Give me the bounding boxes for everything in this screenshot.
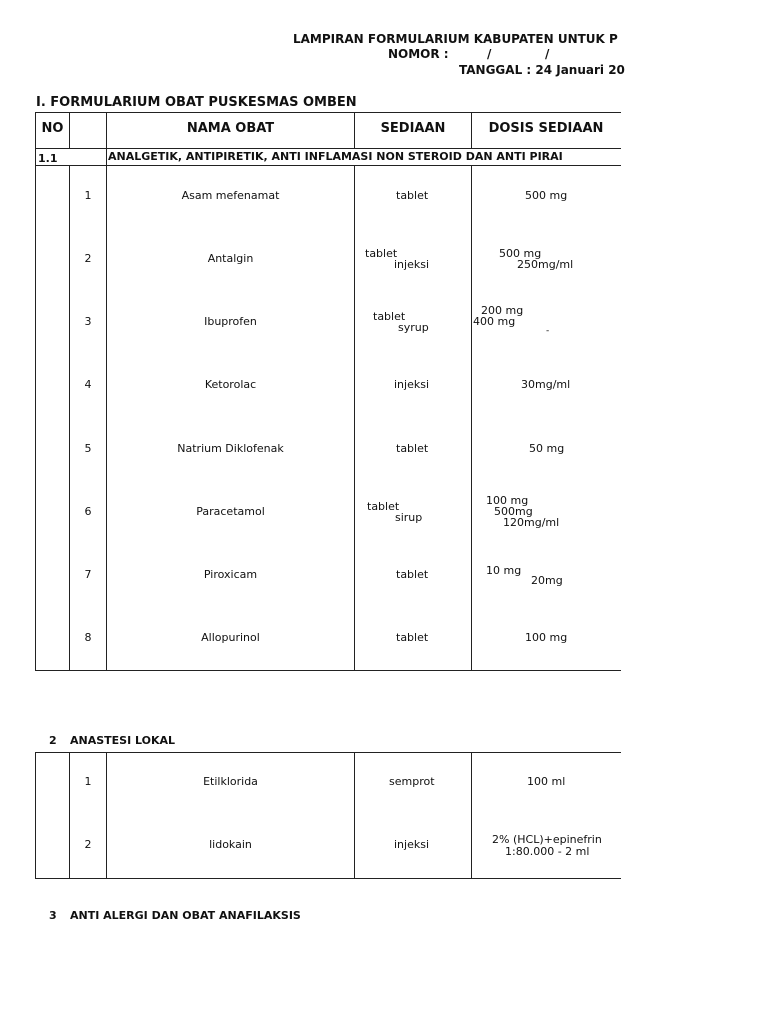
row-no: 1 [84, 775, 92, 788]
header-nomor-label: NOMOR : [388, 47, 449, 61]
row-no: 2 [84, 838, 92, 851]
drug-name: Paracetamol [196, 505, 265, 518]
dosage-form: tablet [367, 500, 400, 513]
dosage-form: tablet [373, 310, 406, 323]
row-no: 2 [84, 252, 92, 265]
row-no: 1 [84, 189, 92, 202]
dose: 100 ml [527, 775, 566, 788]
dosage-form: semprot [389, 775, 435, 788]
dosage-form: injeksi [394, 838, 430, 851]
group-title: ANTI ALERGI DAN OBAT ANAFILAKSIS [70, 909, 301, 922]
section-title: I. FORMULARIUM OBAT PUSKESMAS OMBEN [36, 95, 357, 110]
drug-name: lidokain [209, 838, 252, 851]
row-no: 3 [84, 315, 92, 328]
drug-name: Etilklorida [203, 775, 258, 788]
row-no: 6 [84, 505, 92, 518]
dose: 200 mg [481, 304, 524, 317]
group-code: 2 [49, 734, 57, 747]
dosage-form: sirup [395, 511, 423, 524]
drug-name: Ibuprofen [204, 315, 257, 328]
dose: 500mg [494, 505, 533, 518]
dose: 30mg/ml [521, 378, 571, 391]
col-header-no: NO [41, 121, 64, 136]
drug-name: Ketorolac [204, 378, 257, 391]
drug-name: Piroxicam [203, 568, 258, 581]
group-code: 3 [49, 909, 57, 922]
header-nomor-slash-2: / [545, 47, 550, 61]
dose: - [546, 326, 550, 336]
dose: 20mg [531, 574, 563, 587]
row-no: 4 [84, 378, 92, 391]
dosage-form: syrup [398, 321, 429, 334]
dose: 50 mg [529, 442, 565, 455]
dosage-form: tablet [396, 568, 429, 581]
header-nomor-slash-1: / [487, 47, 492, 61]
dose: 100 mg [486, 494, 529, 507]
drug-name: Natrium Diklofenak [177, 442, 284, 455]
dosage-form: tablet [396, 442, 429, 455]
dose: 1:80.000 - 2 ml [505, 845, 590, 858]
dose: 500 mg [525, 189, 568, 202]
row-no: 5 [84, 442, 92, 455]
dose: 400 mg [473, 315, 516, 328]
row-no: 8 [84, 631, 92, 644]
dose: 2% (HCL)+epinefrin [492, 833, 602, 846]
group-code: 1.1 [38, 152, 58, 165]
drug-name: Asam mefenamat [181, 189, 280, 202]
dosage-form: injeksi [394, 378, 430, 391]
col-header-sediaan: SEDIAAN [380, 121, 446, 136]
drug-name: Allopurinol [201, 631, 260, 644]
dosage-form: injeksi [394, 258, 430, 271]
col-header-dosis: DOSIS SEDIAAN [488, 121, 604, 136]
header-tanggal: TANGGAL : 24 Januari 20 [459, 63, 625, 77]
row-no: 7 [84, 568, 92, 581]
drug-name: Antalgin [207, 252, 254, 265]
dose: 250mg/ml [517, 258, 574, 271]
dose: 100 mg [525, 631, 568, 644]
dosage-form: tablet [396, 631, 429, 644]
dose: 120mg/ml [503, 516, 560, 529]
group-title: ANALGETIK, ANTIPIRETIK, ANTI INFLAMASI NON STEROID DAN ANTI PIRAI [108, 150, 563, 163]
col-header-nama-obat: NAMA OBAT [186, 121, 275, 136]
group-title: ANASTESI LOKAL [70, 734, 176, 747]
dose: 10 mg [486, 564, 522, 577]
dosage-form: tablet [365, 247, 398, 260]
dose: 500 mg [499, 247, 542, 260]
header-title: LAMPIRAN FORMULARIUM KABUPATEN UNTUK P [293, 32, 618, 46]
dosage-form: tablet [396, 189, 429, 202]
